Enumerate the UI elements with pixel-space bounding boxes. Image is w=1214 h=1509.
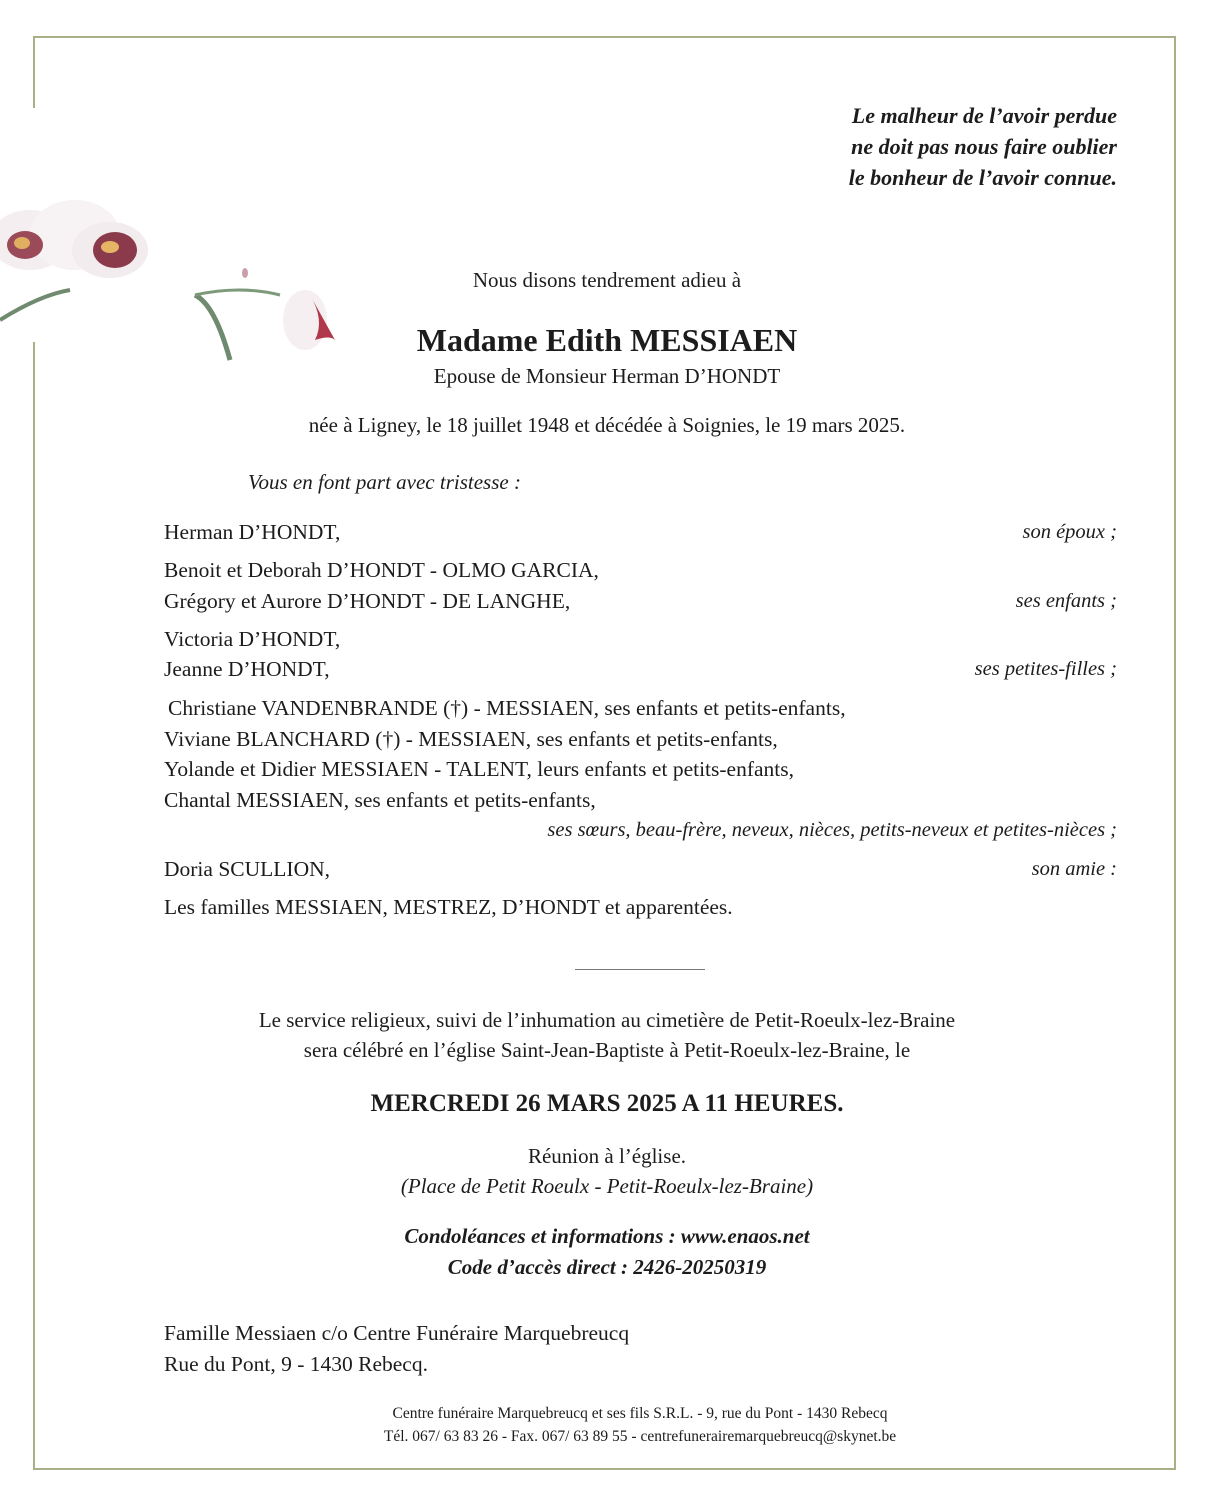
friend-role: son amie : (1031, 858, 1117, 880)
service-line-1: Le service religieux, suivi de l’inhumation au cimetière de Petit-Roeulx-lez-Braine (258, 1008, 956, 1032)
child-1: Benoit et Deborah D’HONDT - OLMO GARCIA, (164, 558, 599, 582)
address-line-2: Rue du Pont, 9 - 1430 Rebecq. (164, 1352, 428, 1376)
dates-line: née à Ligney, le 18 juillet 1948 et décédée à Soignies, le 19 mars 2025. (308, 413, 906, 437)
deceased-name: Madame Edith MESSIAEN (416, 322, 798, 358)
footer-line-1: Centre funéraire Marquebreucq et ses fils S.R.L. - 9, rue du Pont - 1430 Rebecq (392, 1405, 888, 1422)
sibling-4: Chantal MESSIAEN, ses enfants et petits-enfants, (164, 788, 596, 812)
address-line-1: Famille Messiaen c/o Centre Funéraire Marquebreucq (164, 1321, 630, 1345)
grandchild-1: Victoria D’HONDT, (164, 627, 341, 651)
intro-text: Nous disons tendrement adieu à (472, 268, 742, 292)
grandchild-2: Jeanne D’HONDT, (164, 657, 330, 681)
announce-line: Vous en font part avec tristesse : (248, 470, 521, 494)
spouse-line: Epouse de Monsieur Herman D’HONDT (433, 364, 781, 388)
child-2: Grégory et Aurore D’HONDT - DE LANGHE, (164, 589, 571, 613)
husband-role: son époux ; (1022, 521, 1117, 543)
place-line: (Place de Petit Roeulx - Petit-Roeulx-lez-Braine) (400, 1174, 814, 1198)
meeting-line: Réunion à l’église. (527, 1144, 687, 1168)
divider (575, 969, 705, 970)
friend-name: Doria SCULLION, (164, 857, 331, 881)
children-role: ses enfants ; (1015, 590, 1117, 612)
quote-block (700, 100, 1117, 193)
husband-name: Herman D’HONDT, (164, 520, 341, 544)
access-code-line: Code d’accès direct : 2426-20250319 (447, 1255, 767, 1279)
quote-line-1: Le malheur de l’avoir perdue (851, 103, 1117, 128)
service-line-2: sera célébré en l’église Saint-Jean-Baptiste à Petit-Roeulx-lez-Braine, le (303, 1038, 911, 1062)
footer-line-2: Tél. 067/ 63 83 26 - Fax. 067/ 63 89 55 - centrefuneraire​marquebreucq@skynet.be (383, 1428, 897, 1445)
quote-line-2: ne doit pas nous faire oublier (851, 134, 1117, 159)
sibling-2: Viviane BLANCHARD (†) - MESSIAEN, ses enfants et petits-enfants, (164, 727, 778, 751)
siblings-role: ses sœurs, beau-frère, neveux, nièces, petits-neveux et petites-nièces ; (547, 819, 1117, 841)
quote-line-3: le bonheur de l’avoir connue. (848, 165, 1117, 190)
grandchildren-role: ses petites-filles ; (974, 658, 1117, 680)
families-line: Les familles MESSIAEN, MESTREZ, D’HONDT et apparentées. (164, 895, 733, 919)
service-datetime: MERCREDI 26 MARS 2025 A 11 HEURES. (370, 1090, 844, 1117)
sibling-3: Yolande et Didier MESSIAEN - TALENT, leurs enfants et petits-enfants, (164, 757, 795, 781)
condolences-line: Condoléances et informations : www.enaos.net (404, 1224, 810, 1248)
sibling-1: Christiane VANDENBRANDE (†) - MESSIAEN, ses enfants et petits-enfants, (168, 696, 846, 720)
